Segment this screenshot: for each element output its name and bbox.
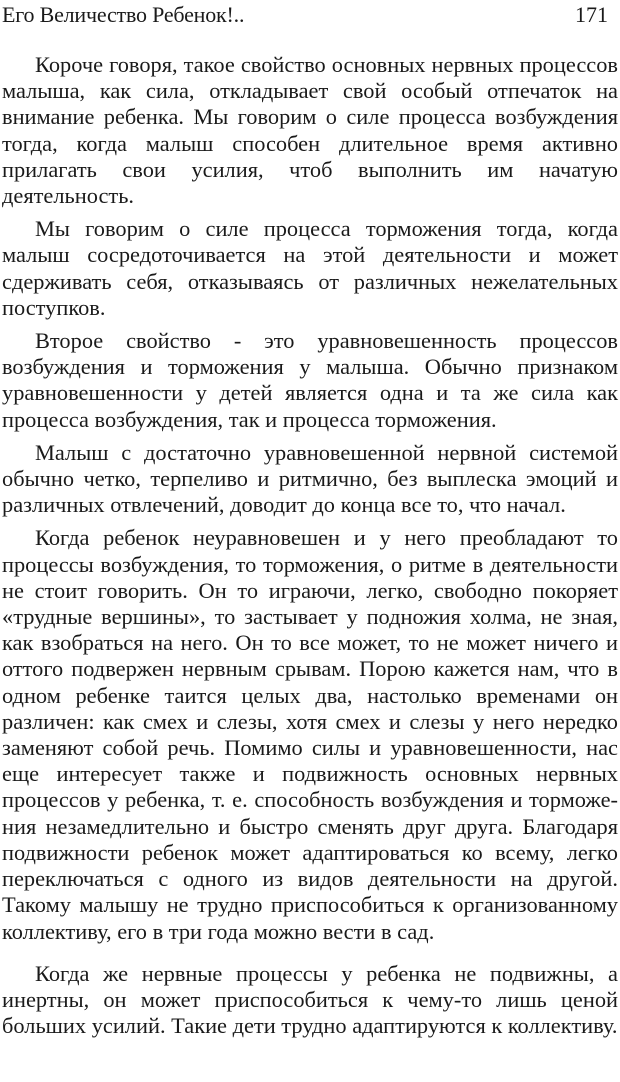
paragraph: Второе свойство - это уравновешенность процессов возбуждения и торможения у малыша. Обычно признаком уравновешенности у детей является одна и та же сила как процесса возбуждения, так и процесса торможения. — [2, 328, 618, 432]
paragraph: Когда же нервные процессы у ребенка не подвижны, а инертны, он может приспособиться к чему-то лишь ценой больших усилий. Такие дети трудно адаптируются к коллективу. — [2, 960, 618, 1039]
page-body — [2, 52, 618, 1039]
paragraph: Мы говорим о силе процесса торможения тогда, когда малыш сосредоточивается на этой деятельности и может сдерживать себя, отказываясь от различных нежелательных поступков. — [2, 216, 618, 320]
page-number: 171 — [575, 2, 608, 27]
running-head — [0, 0, 620, 30]
paragraph: Когда ребенок неуравновешен и у него преобладают то процессы возбуждения, то торможения, о ритме в деятельности не стоит говорить. Он то играючи, легко, свободно покоряет «трудные вершины», то застывает у подножия холма, не зная, как взобраться на него. Он то все может, то не может ничего и оттого подвержен нервным срывам. Порою кажется нам, что в одном ребенке таится целых два, настолько временами он различен: как смех и слезы, хотя смех и слезы у него нередко заменяют собой речь. Помимо силы и уравновешенности, нас еще интересует также и подвижность основных нервных процессов у ребенка, т. е. способность возбуждения и торможения незамедлительно и быстро сменять друг друга. Благодаря подвижности ребенок может адаптироваться ко всему, легко переключаться с одного из видов деятельности на другой. Такому малышу не трудно приспособиться к организованному коллективу, его в три года можно вести в сад. — [2, 525, 618, 944]
paragraph: Малыш с достаточно уравновешенной нервной системой обычно четко, терпеливо и ритмично, без выплеска эмоций и различных отвлечений, доводит до конца все то, что начал. — [2, 439, 618, 518]
running-title: Его Величество Ребенок!.. — [2, 2, 245, 27]
paragraph: Короче говоря, такое свойство основных нервных процессов малыша, как сила, откладывает свой особый отпечаток на внимание ребенка. Мы говорим о силе процесса возбуждения тогда, когда малыш способен длительное время активно прилагать свои усилия, чтоб выполнить им начатую деятельность. — [2, 52, 618, 209]
